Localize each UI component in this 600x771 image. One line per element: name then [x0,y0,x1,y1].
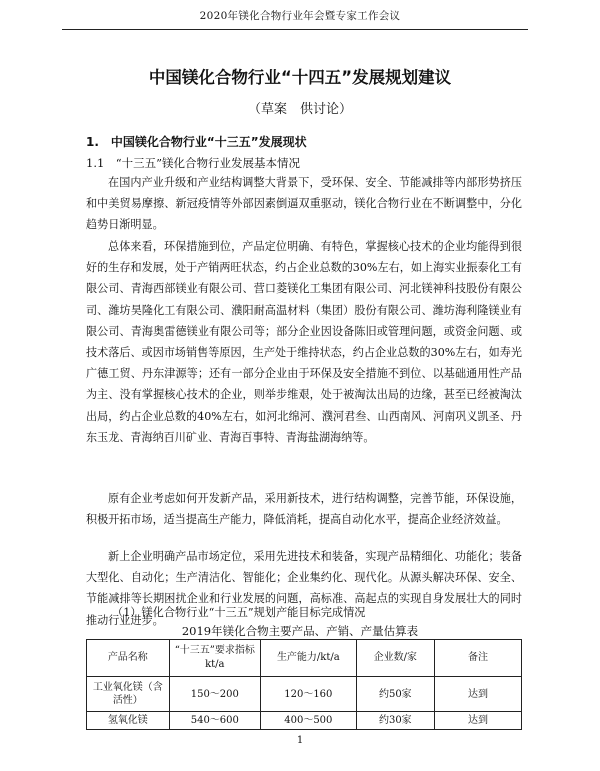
running-header: 2020年镁化合物行业年会暨专家工作会议 [199,10,401,22]
page-number: 1 [296,735,304,746]
table-cell: 达到 [434,677,521,712]
capacity-table [86,639,522,730]
paragraph-overview: 总体来看，环保措施到位，产品定位明确、有特色，掌握核心技术的企业均能得到很好的生存和发展，处于产销两旺状态，约占企业总数的30%左右，如上海实业振泰化工有限公司、青海西部镁业有限公司、营口菱镁化工集团有限公司、河北镁神科技股份有限公司、潍坊昊隆化工有限公司、濮阳耐高温材料（集团）股份有限公司、潍坊海利隆镁业有限公司、青海奥雷德镁业有限公司等；部分企业因设备陈旧或管理问题，或资金问题、或技术落后、或因市场销售等原因，生产处于维持状态，约占企业总数的30%左右，如寿光广德工贸、丹东津源等；还有一部分企业由于环保及安全措施不到位、以基础通用性产品为主、没有掌握核心技术的企业，则举步维艰，处于被淘汰出局的边缘，甚至已经被淘汰出局，约占企业总数的40%左右，如河北绵河、濮河君叁、山西南风、河南巩义凯圣、丹东玉龙、青海纳百川矿业、青海百事特、青海盐湖海纳等。 [86,240,522,444]
table-row [87,677,522,712]
table-section-caption: （1）镁化合物行业“十三五”规划产能目标完成情况 [112,606,366,619]
table-title: 2019年镁化合物主要产品、产销、产量估算表 [181,624,419,638]
column-header: 备注 [434,640,521,677]
table-cell: 氢氧化镁 [87,712,170,730]
column-header: 产品名称 [87,640,170,677]
document-title: 中国镁化合物行业“十四五”发展规划建议 [148,68,452,87]
table-cell: 约50家 [356,677,434,712]
section-heading: 1. 中国镁化合物行业“十三五”发展现状 [86,135,307,149]
column-header: 生产能力/kt/a [260,640,356,677]
table-cell: 150～200 [169,677,260,712]
column-header: 企业数/家 [356,640,434,677]
table-header-row [87,640,522,677]
table-cell: 达到 [434,712,521,730]
paragraph-existing-firms: 原有企业考虑如何开发新产品，采用新技术，进行结构调整，完善节能，环保设施，积极开拓市场，适当提高生产能力，降低消耗，提高自动化水平，提高企业经济效益。 [86,492,522,527]
paragraph-context: 在国内产业升级和产业结构调整大背景下，受环保、安全、节能减排等内部形势挤压和中美贸易摩擦、新冠疫情等外部因素倒逼双重驱动，镁化合物行业在不断调整中，分化趋势日渐明显。 [86,176,522,232]
document-subtitle: （草案 供讨论） [247,102,352,117]
column-header: “十三五”要求指标kt/a [169,640,260,677]
subsection-heading: 1.1 “十三五”镁化合物行业发展基本情况 [86,156,301,170]
table-cell: 400～500 [260,712,356,730]
header-rule [62,29,528,30]
table-row [87,712,522,730]
table-cell: 工业氧化镁（含活性） [87,677,170,712]
paragraph-new-firms: 新上企业明确产品市场定位，采用先进技术和装备，实现产品精细化、功能化；装备大型化、自动化；生产清洁化、智能化；企业集约化、现代化。从源头解决环保、安全、节能减排等长期困扰企业和行业发展的问题，高标准、高起点的实现自身发展壮大的同时推动行业进步。 [86,550,522,627]
table-cell: 120～160 [260,677,356,712]
table-cell: 540～600 [169,712,260,730]
table-cell: 约30家 [356,712,434,730]
